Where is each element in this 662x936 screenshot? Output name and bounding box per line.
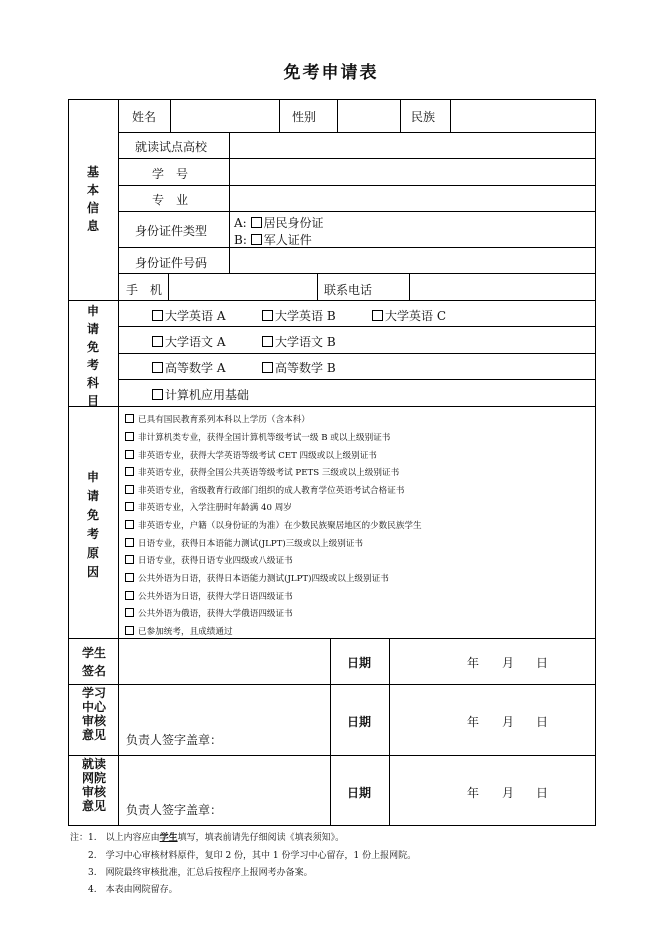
reason-option[interactable]: 非英语专业，获得大学英语等级考试 CET 四级或以上级别证书: [125, 449, 377, 461]
student-id-label: 学 号: [152, 167, 189, 181]
checkbox-icon[interactable]: [152, 310, 163, 321]
id-number-label: 身份证件号码: [135, 256, 208, 270]
reason-option[interactable]: 非英语专业，入学注册时年龄满 40 周岁: [125, 501, 292, 513]
checkbox-icon[interactable]: [125, 555, 134, 564]
college-responsible-label: 负责人签字盖章：: [126, 803, 223, 817]
date-day: 日: [536, 656, 549, 670]
note-3: 3. 网院最终审核批准，汇总后按程序上报网考办备案。: [88, 868, 313, 878]
checkbox-icon[interactable]: [262, 362, 273, 373]
checkbox-icon[interactable]: [125, 467, 134, 476]
major-label: 专 业: [152, 193, 189, 207]
checkbox-icon[interactable]: [152, 389, 163, 400]
reason-option[interactable]: 非英语专业，省级教育行政部门组织的成人教育学位英语考试合格证书: [125, 484, 404, 496]
checkbox-icon[interactable]: [125, 538, 134, 547]
date-month: 月: [502, 715, 515, 729]
reason-option[interactable]: 公共外语为日语，获得大学日语四级证书: [125, 590, 293, 602]
reason-option[interactable]: 公共外语为日语，获得日本语能力测试(JLPT)四级或以上级别证书: [125, 572, 389, 584]
note-1: 注：1. 以上内容应由学生填写，填表前请先仔细阅读《填表须知》。: [70, 833, 345, 843]
college-review-label: 就读 网院 审核 意见: [81, 757, 106, 813]
ethnicity-field[interactable]: [451, 100, 595, 131]
reasons-label: 申 请 免 考 原 因: [86, 470, 99, 579]
reason-option[interactable]: 非英语专业，户籍（以身份证的为准）在少数民族聚居地区的少数民族学生: [125, 519, 422, 531]
checkbox-icon[interactable]: [251, 234, 262, 245]
checkbox-icon[interactable]: [125, 414, 134, 423]
name-label: 姓名: [132, 110, 157, 124]
subject-option[interactable]: 大学语文 B: [262, 333, 336, 350]
gender-field[interactable]: [338, 100, 399, 131]
checkbox-icon[interactable]: [125, 573, 134, 582]
checkbox-icon[interactable]: [125, 591, 134, 600]
student-id-field[interactable]: [230, 159, 595, 184]
phone-field[interactable]: [410, 274, 595, 299]
id-type-label: 身份证件类型: [135, 224, 208, 238]
id-number-field[interactable]: [230, 248, 595, 272]
id-option-b-prefix: B:: [234, 233, 247, 247]
ethnicity-label: 民族: [411, 110, 436, 124]
date-year: 年: [467, 715, 480, 729]
date-year: 年: [467, 786, 480, 800]
checkbox-icon[interactable]: [125, 432, 134, 441]
subject-option[interactable]: 高等数学 A: [152, 359, 225, 376]
form-title: 免考申请表: [283, 63, 379, 83]
reason-option[interactable]: 非计算机类专业，获得全国计算机等级考试一级 B 或以上级别证书: [125, 431, 390, 443]
reason-option[interactable]: 非英语专业，获得全国公共英语等级考试 PETS 三级或以上级别证书: [125, 466, 399, 478]
checkbox-icon[interactable]: [262, 336, 273, 347]
checkbox-icon[interactable]: [251, 217, 262, 228]
date-day: 日: [536, 715, 549, 729]
note-2: 2. 学习中心审核材料原件，复印 2 份，其中 1 份学习中心留存，1 份上报网院。: [88, 851, 417, 861]
id-option-b-label: 军人证件: [263, 233, 312, 247]
date-label: 日期: [347, 715, 372, 729]
id-option-a-label: 居民身份证: [263, 216, 324, 230]
subject-option[interactable]: 计算机应用基础: [152, 386, 249, 403]
gender-label: 性别: [292, 110, 317, 124]
basic-info-label: 基 本 信 息: [86, 165, 99, 233]
date-month: 月: [502, 656, 515, 670]
subjects-label: 申 请 免 考 科 目: [86, 304, 99, 408]
date-month: 月: [502, 786, 515, 800]
student-signature-label: 学生 签名: [81, 646, 106, 678]
checkbox-icon[interactable]: [152, 336, 163, 347]
reason-option[interactable]: 已参加统考，且成绩通过: [125, 625, 233, 637]
checkbox-icon[interactable]: [372, 310, 383, 321]
student-signature-field[interactable]: [119, 639, 329, 683]
checkbox-icon[interactable]: [125, 520, 134, 529]
id-option-a[interactable]: [234, 214, 324, 231]
date-year: 年: [467, 656, 480, 670]
checkbox-icon[interactable]: [125, 485, 134, 494]
reason-option[interactable]: 日语专业，获得日本语能力测试(JLPT)三级或以上级别证书: [125, 537, 363, 549]
center-review-label: 学习 中心 审核 意见: [81, 686, 106, 742]
reason-option[interactable]: 日语专业，获得日语专业四级或八级证书: [125, 554, 293, 566]
reason-option[interactable]: 已具有国民教育系列本科以上学历（含本科）: [125, 413, 310, 425]
date-label: 日期: [347, 656, 372, 670]
mobile-label: 手 机: [126, 283, 163, 297]
mobile-field[interactable]: [169, 274, 316, 299]
phone-label: 联系电话: [324, 283, 373, 297]
reason-option[interactable]: 公共外语为俄语，获得大学俄语四级证书: [125, 607, 293, 619]
id-option-b[interactable]: [234, 231, 312, 248]
subject-option[interactable]: 大学英语 C: [372, 307, 446, 324]
name-field[interactable]: [171, 100, 278, 131]
checkbox-icon[interactable]: [125, 450, 134, 459]
date-label: 日期: [347, 786, 372, 800]
checkbox-icon[interactable]: [125, 608, 134, 617]
checkbox-icon[interactable]: [262, 310, 273, 321]
subject-option[interactable]: 大学语文 A: [152, 333, 225, 350]
date-day: 日: [536, 786, 549, 800]
school-label: 就读试点高校: [135, 140, 208, 154]
subject-option[interactable]: 高等数学 B: [262, 359, 336, 376]
checkbox-icon[interactable]: [125, 626, 134, 635]
id-option-a-prefix: A:: [234, 216, 247, 230]
checkbox-icon[interactable]: [125, 502, 134, 511]
subject-option[interactable]: 大学英语 B: [262, 307, 336, 324]
note-4: 4. 本表由网院留存。: [88, 885, 178, 895]
school-field[interactable]: [230, 133, 595, 157]
center-responsible-label: 负责人签字盖章：: [126, 733, 223, 747]
subject-option[interactable]: 大学英语 A: [152, 307, 225, 324]
major-field[interactable]: [230, 186, 595, 210]
checkbox-icon[interactable]: [152, 362, 163, 373]
